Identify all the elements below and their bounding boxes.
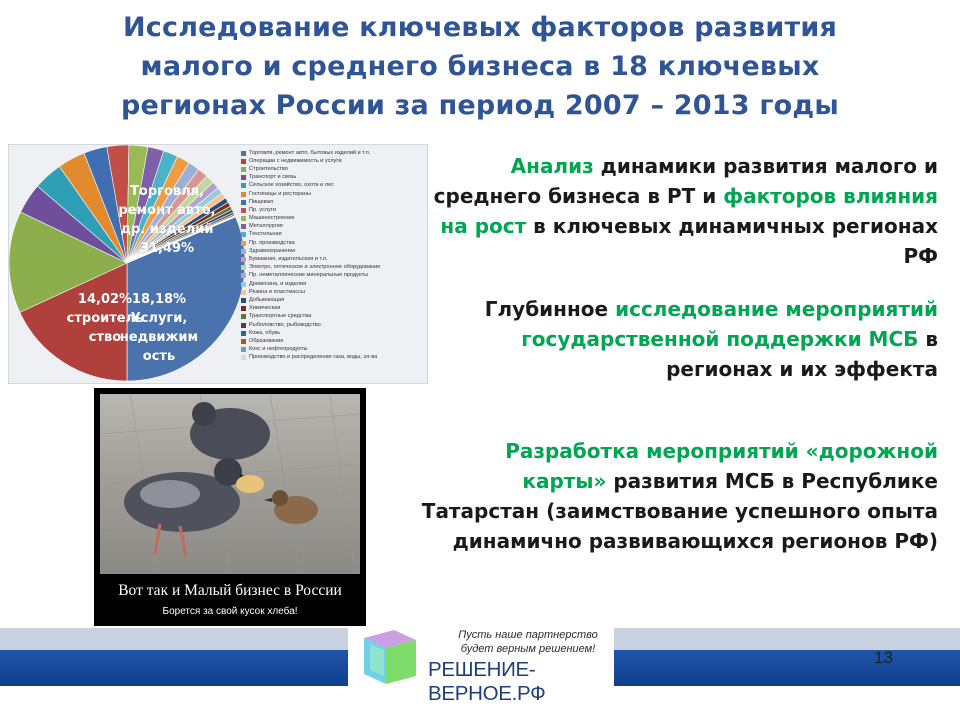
legend-swatch xyxy=(241,232,246,237)
highlight-text: факторов влияния на рост xyxy=(440,184,938,238)
legend-label: Транспортные средства xyxy=(249,313,312,320)
photo-subcaption: Борется за свой кусок хлеба! xyxy=(162,606,298,617)
legend-swatch xyxy=(241,224,246,229)
pie-data-label: ство xyxy=(88,330,122,345)
text-block-roadmap xyxy=(418,436,938,556)
legend-item xyxy=(241,247,427,255)
legend-swatch xyxy=(241,151,246,156)
pie-data-label: строитель xyxy=(66,311,144,326)
legend-swatch xyxy=(241,241,246,246)
pigeons-image xyxy=(100,394,360,574)
page-number: 13 xyxy=(874,648,893,667)
legend-item xyxy=(241,231,427,239)
legend-swatch xyxy=(241,200,246,205)
legend-label: Пр. производства xyxy=(249,239,295,246)
text-block-analysis xyxy=(418,151,938,271)
chart-legend xyxy=(241,149,427,362)
legend-swatch xyxy=(241,175,246,180)
legend-label: Пр. неметаллические минеральные продукты xyxy=(249,272,369,279)
pie-data-label: ремонт авто, xyxy=(118,203,216,218)
legend-swatch xyxy=(241,323,246,328)
pie-data-label: Торговля, xyxy=(130,184,204,199)
body-text: в регионах и их эффекта xyxy=(666,327,938,381)
legend-swatch xyxy=(241,183,246,188)
body-text: в ключевых динамичных регионах РФ xyxy=(526,214,938,268)
pie-data-label: недвижим xyxy=(119,330,199,345)
legend-swatch xyxy=(241,167,246,172)
slide-title xyxy=(20,8,940,125)
legend-label: Гостиницы и рестораны xyxy=(249,190,311,197)
pie-chart-panel xyxy=(8,144,428,384)
legend-swatch xyxy=(241,347,246,352)
legend-swatch xyxy=(241,290,246,295)
legend-item xyxy=(241,337,427,345)
highlight-text: исследование мероприятий государственной поддержки МСБ xyxy=(521,297,938,351)
pie-data-label: 31,49% xyxy=(139,241,195,256)
text-block-research xyxy=(418,294,938,384)
pigeons-illustration xyxy=(100,394,360,574)
legend-item xyxy=(241,321,427,329)
legend-label: Химическая xyxy=(249,305,281,312)
legend-item xyxy=(241,157,427,165)
body-text: динамики развития малого и среднего бизнеса в РТ и xyxy=(433,154,938,208)
pie-data-label: Услуги, xyxy=(130,311,188,326)
legend-swatch xyxy=(241,257,246,262)
legend-label: Пищевая xyxy=(249,198,273,205)
legend-label: Операции с недвижимость и услуги xyxy=(249,157,342,164)
legend-label: Металлургия xyxy=(249,223,283,230)
legend-item xyxy=(241,215,427,223)
legend-item xyxy=(241,354,427,362)
legend-swatch xyxy=(241,249,246,254)
legend-label: Производство и распределение газа, воды, эл-ва xyxy=(249,354,378,361)
legend-item xyxy=(241,272,427,280)
legend-item xyxy=(241,206,427,214)
legend-swatch xyxy=(241,314,246,319)
highlight-text: Разработка мероприятий «дорожной карты» xyxy=(505,439,938,493)
title-line: регионах России за период 2007 – 2013 годы xyxy=(120,90,840,121)
legend-label: Текстильная xyxy=(249,231,282,238)
legend-label: Здравоохранение xyxy=(249,247,296,254)
cube-logo-icon xyxy=(350,626,426,690)
pie-data-label: ость xyxy=(142,349,176,364)
motivator-photo xyxy=(94,388,366,626)
logo-brand: РЕШЕНИЕ-ВЕРНОЕ.РФ xyxy=(428,658,546,705)
legend-item xyxy=(241,239,427,247)
legend-label: Сельское хозяйство, охота и лес xyxy=(249,182,334,189)
legend-item xyxy=(241,198,427,206)
title-line: малого и среднего бизнеса в 18 ключевых xyxy=(140,51,820,82)
legend-item xyxy=(241,149,427,157)
legend-swatch xyxy=(241,159,246,164)
legend-item xyxy=(241,280,427,288)
legend-item xyxy=(241,264,427,272)
legend-item xyxy=(241,288,427,296)
legend-label: Кокс и нефтепродукты xyxy=(249,346,308,353)
legend-item xyxy=(241,190,427,198)
legend-swatch xyxy=(241,298,246,303)
legend-item xyxy=(241,182,427,190)
legend-label: Пр. услуги xyxy=(249,206,276,213)
body-text: развития МСБ в Республике Татарстан (заимствование успешного опыта динамично развивающихся регионов РФ) xyxy=(421,469,938,553)
legend-label: Строительство xyxy=(249,165,288,172)
company-logo xyxy=(348,626,614,705)
legend-label: Резина и пластмассы xyxy=(249,288,305,295)
legend-swatch xyxy=(241,208,246,213)
legend-item xyxy=(241,296,427,304)
legend-label: Бумажная, издательская и т.п. xyxy=(249,256,328,263)
legend-item xyxy=(241,223,427,231)
legend-item xyxy=(241,346,427,354)
legend-label: Транспорт и связь xyxy=(249,174,297,181)
legend-swatch xyxy=(241,306,246,311)
legend-swatch xyxy=(241,355,246,360)
legend-swatch xyxy=(241,216,246,221)
legend-label: Рыболовство, рыбоводство xyxy=(249,321,321,328)
pie-data-label: 18,18% xyxy=(131,292,187,307)
legend-item xyxy=(241,174,427,182)
legend-swatch xyxy=(241,339,246,344)
title-line: Исследование ключевых факторов развития xyxy=(123,12,837,43)
legend-item xyxy=(241,313,427,321)
legend-label: Образование xyxy=(249,337,284,344)
photo-caption: Вот так и Малый бизнес в России xyxy=(118,582,342,599)
highlight-text: Анализ xyxy=(510,154,594,178)
legend-label: Кожа, обувь xyxy=(249,329,281,336)
legend-label: Машиностроение xyxy=(249,215,295,222)
legend-label: Древесина, и изделия xyxy=(249,280,307,287)
legend-item xyxy=(241,329,427,337)
body-text: Глубинное xyxy=(484,297,616,321)
legend-item xyxy=(241,165,427,173)
legend-swatch xyxy=(241,273,246,278)
pie-data-label: 14,02% xyxy=(77,292,133,307)
legend-swatch xyxy=(241,192,246,197)
legend-item xyxy=(241,255,427,263)
legend-swatch xyxy=(241,265,246,270)
pie-data-label: др. изделий xyxy=(120,222,214,237)
legend-item xyxy=(241,305,427,313)
legend-swatch xyxy=(241,282,246,287)
logo-slogan: Пусть наше партнерство будет верным решением! xyxy=(458,629,598,655)
legend-label: Электро, оптическое и электронное оборудование xyxy=(249,264,381,271)
legend-label: Добывающая xyxy=(249,296,285,303)
legend-label: Торговля, ремонт авто, бытовых изделий и т.п. xyxy=(249,149,371,156)
legend-swatch xyxy=(241,331,246,336)
